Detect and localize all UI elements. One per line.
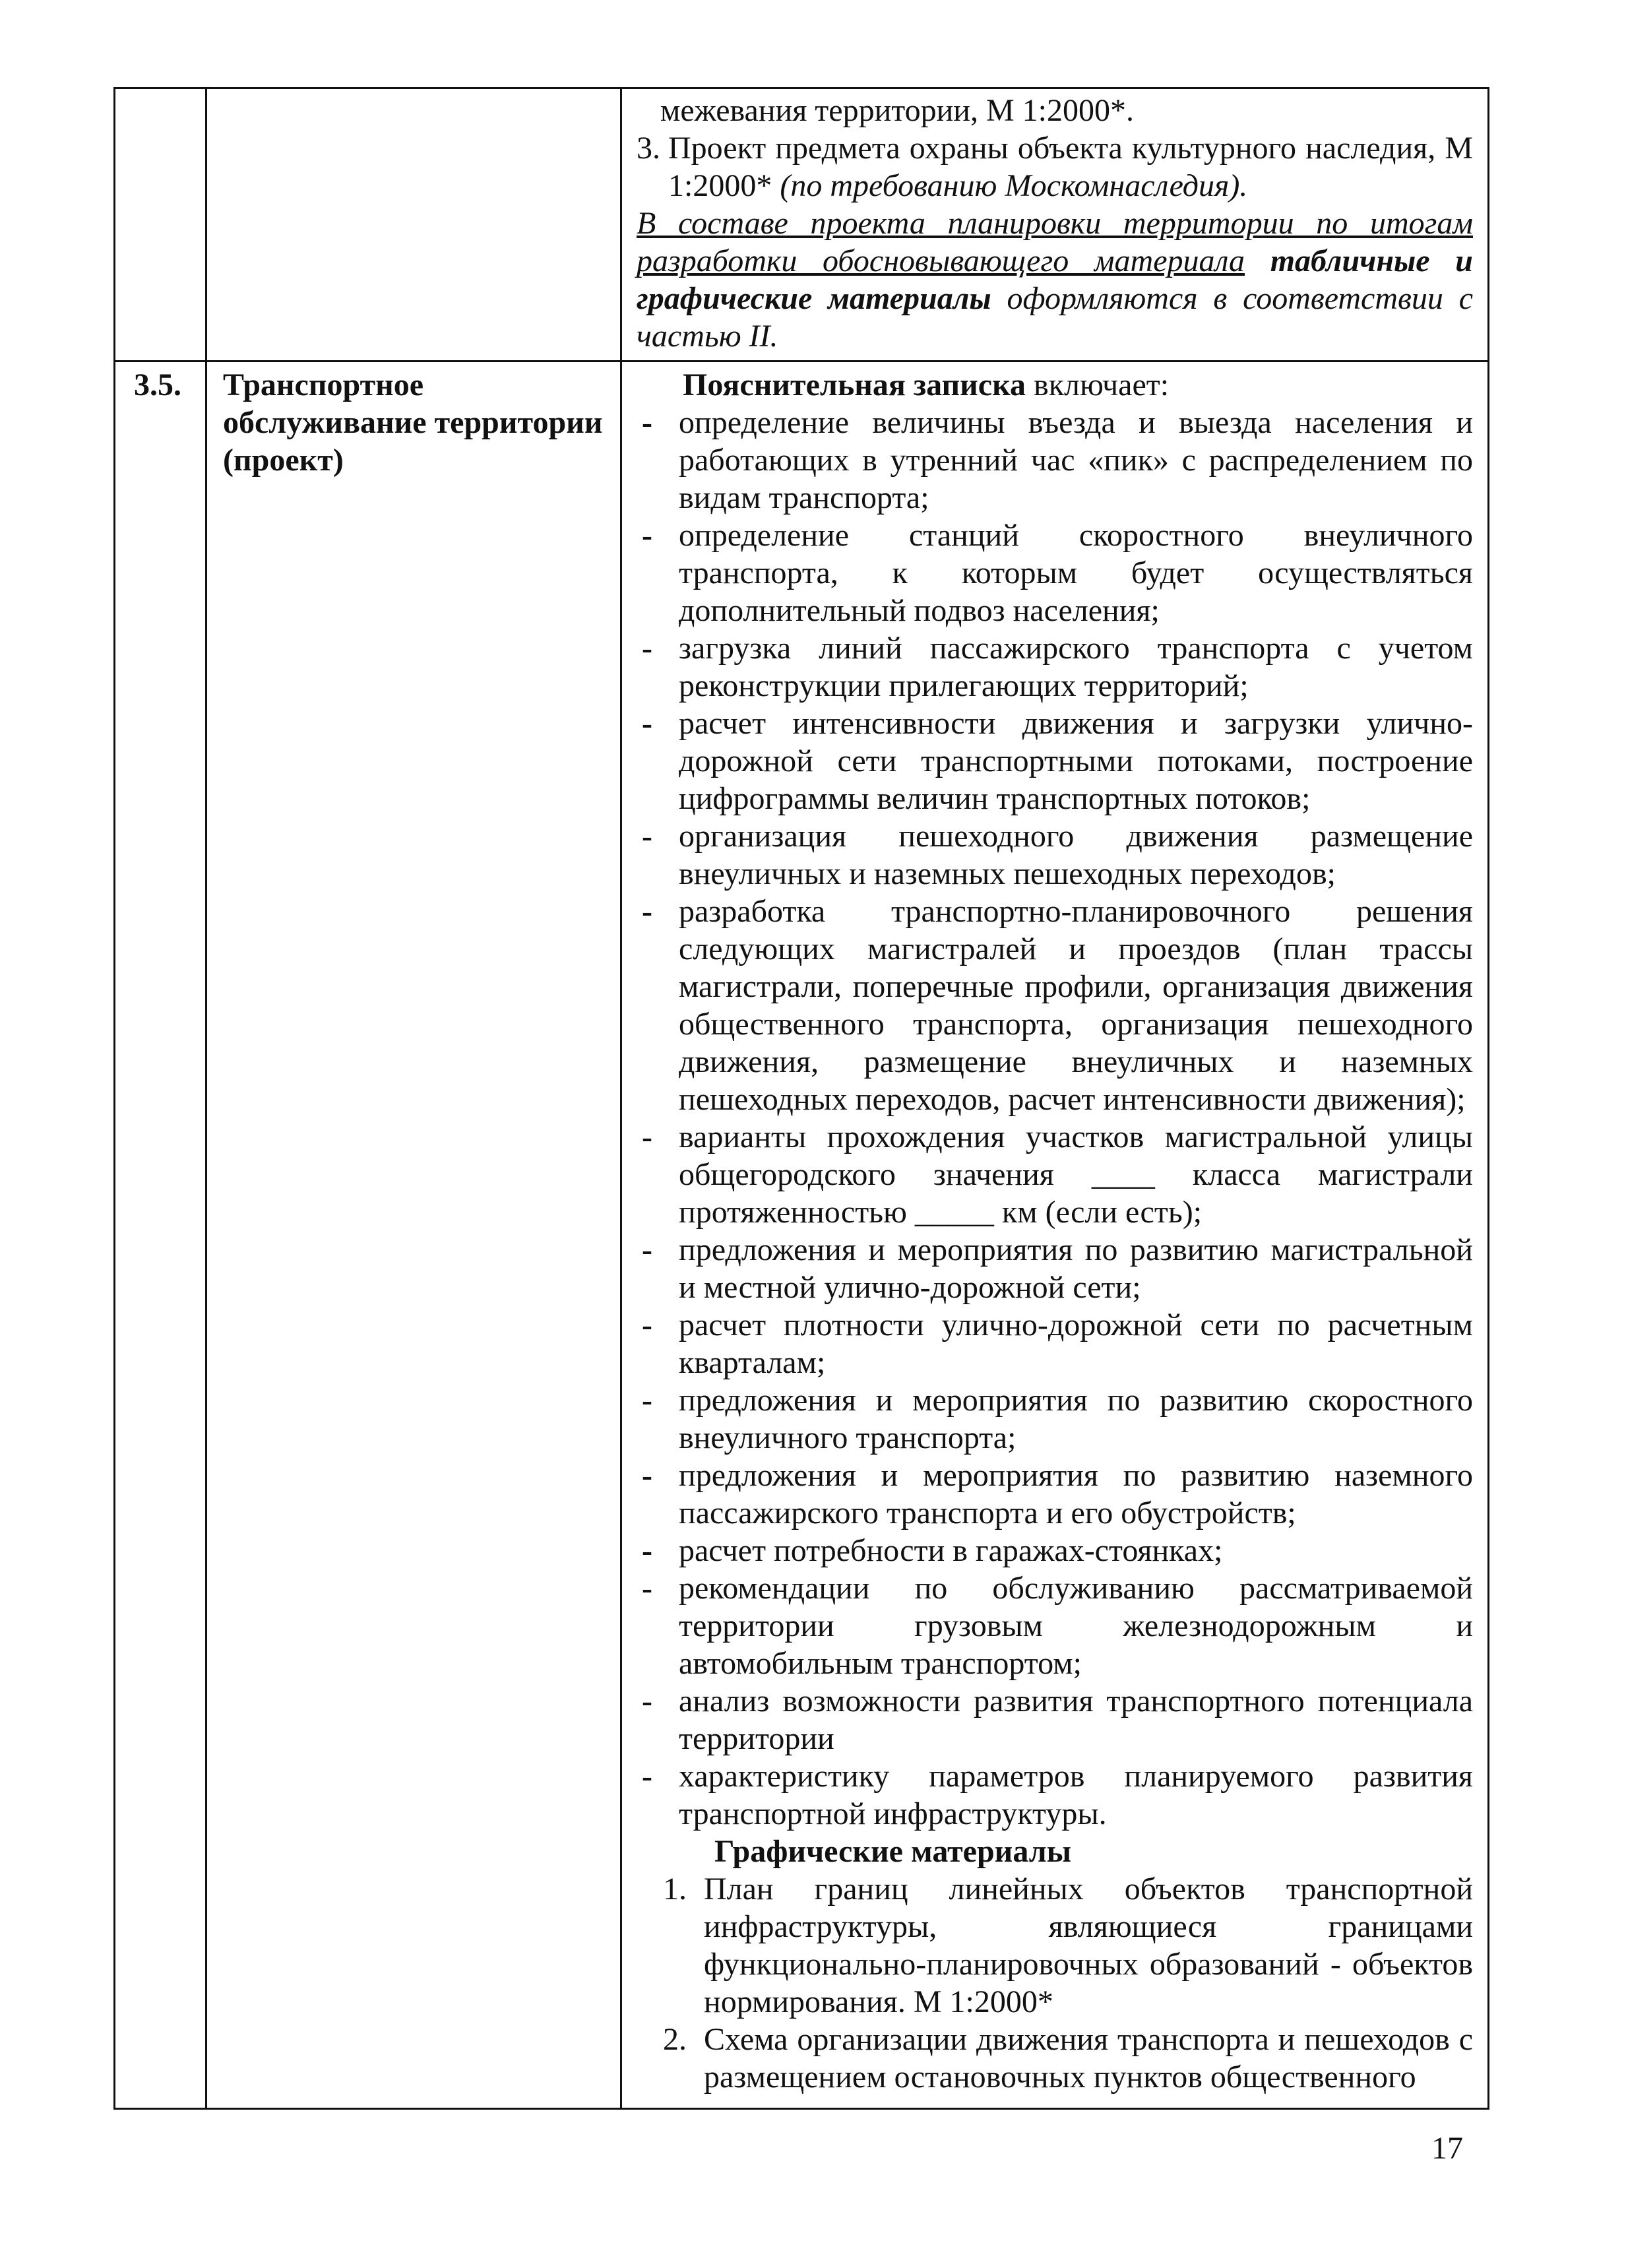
section-number: 3.5. (134, 367, 181, 402)
table-row-continued (115, 88, 1489, 362)
dash-bullet: - (642, 894, 652, 929)
dash-bullet: - (642, 1383, 652, 1418)
cell-number-empty (115, 88, 206, 362)
list-number: 2. (663, 2022, 687, 2057)
list-item-text: Схема организации движения транспорта и пешеходов с размещением остановочных пунктов общественного (704, 2022, 1473, 2095)
cell-title-empty (206, 88, 621, 362)
dash-bullet: - (642, 1759, 652, 1794)
list-item-text: разработка транспортно-планировочного решения следующих магистралей и проездов (план трассы магистрали, поперечные профили, организация движения общественного транспорта, организация пешеходного движения, размещение внеуличных и наземных пешеходных переходов, расчет интенсивности движения); (679, 894, 1473, 1117)
section-title: Транспортное обслуживание территории (проект) (223, 367, 603, 478)
list-item (637, 1306, 1473, 1381)
list-item-text: загрузка линий пассажирского транспорта с учетом реконструкции прилегающих территорий; (679, 631, 1473, 703)
dash-bullet: - (642, 706, 652, 741)
list-item (637, 1532, 1473, 1569)
list-item (637, 2021, 1473, 2096)
list-item-text: рекомендации по обслуживанию рассматриваемой территории грузовым железнодорожным и автомобильным транспортом; (679, 1571, 1473, 1681)
list-item-text: анализ возможности развития транспортного потенциала территории (679, 1684, 1473, 1756)
dash-bullet: - (642, 1684, 652, 1718)
list-number: 1. (663, 1872, 687, 1906)
list-item (637, 1682, 1473, 1757)
list-item-text: определение величины въезда и выезда населения и работающих в утренний час «пик» с распределением по видам транспорта; (679, 405, 1473, 515)
composition-note: В составе проекта планировки территории по итогам разработки обосновывающего материала табличные и графические материалы оформляются в соответствии с частью II. (637, 206, 1474, 354)
list-item (637, 1569, 1473, 1682)
graphic-materials-list (637, 1870, 1473, 2096)
list-item-text: расчет потребности в гаражах-стоянках; (679, 1533, 1223, 1568)
list-item-text: расчет интенсивности движения и загрузки улично-дорожной сети транспортными потоками, построение цифрограммы величин транспортных потоков; (679, 706, 1473, 816)
list-item-text: варианты прохождения участков магистральной улицы общегородского значения ____ класса магистрали протяженностью _____ км (если есть); (679, 1119, 1473, 1230)
dash-bullet: - (642, 819, 652, 854)
list-item (637, 1870, 1473, 2021)
dash-bullet: - (642, 1232, 652, 1267)
dash-bullet: - (642, 1571, 652, 1606)
explanatory-note-heading: Пояснительная записка включает: (683, 367, 1170, 402)
dash-bullet: - (642, 1307, 652, 1342)
list-item-text: предложения и мероприятия по развитию скоростного внеуличного транспорта; (679, 1383, 1473, 1455)
dash-bullet: - (642, 405, 652, 440)
graphic-materials-heading: Графические материалы (714, 1834, 1072, 1869)
list-item (637, 629, 1473, 705)
section-content-cell (621, 362, 1489, 2109)
list-item-text: предложения и мероприятия по развитию наземного пассажирского транспорта и его обустройств; (679, 1458, 1473, 1530)
list-item (637, 1118, 1473, 1231)
dash-bullet: - (642, 1119, 652, 1154)
list-item (637, 1757, 1473, 1833)
list-item (637, 517, 1473, 629)
dash-bullet: - (642, 1533, 652, 1568)
cell-content-continued (621, 88, 1489, 362)
dash-bullet: - (642, 1458, 652, 1493)
list-item (637, 705, 1473, 817)
list-item-text: расчет плотности улично-дорожной сети по расчетным кварталам; (679, 1307, 1473, 1380)
list-item: 3. Проект предмета охраны объекта культурного наследия, М 1:2000* (по требованию Москомнаследия). (637, 131, 1473, 203)
list-item-text: организация пешеходного движения размещение внеуличных и наземных пешеходных переходов; (679, 819, 1473, 891)
table-row-section (115, 362, 1489, 2109)
dash-bullet: - (642, 631, 652, 666)
list-item (637, 893, 1473, 1118)
explanatory-note-list (637, 404, 1473, 1833)
page-number: 17 (1431, 2131, 1463, 2166)
list-item-text: характеристику параметров планируемого развития транспортной инфраструктуры. (679, 1759, 1473, 1831)
list-item: межевания территории, М 1:2000*. (660, 93, 1135, 128)
section-title-cell (206, 362, 621, 2109)
list-item-text: План границ линейных объектов транспортной инфраструктуры, являющиеся границами функционально-планировочных образований - объектов нормирования. М 1:2000* (704, 1872, 1473, 2019)
list-item (637, 1231, 1473, 1306)
list-item-text: предложения и мероприятия по развитию магистральной и местной улично-дорожной сети; (679, 1232, 1473, 1305)
document-table (113, 87, 1489, 2110)
list-item (637, 404, 1473, 517)
list-item (637, 1381, 1473, 1457)
list-item (637, 817, 1473, 893)
list-item (637, 1457, 1473, 1532)
list-item-text: определение станций скоростного внеуличного транспорта, к которым будет осуществляться дополнительный подвоз населения; (679, 518, 1473, 628)
section-number-cell (115, 362, 206, 2109)
dash-bullet: - (642, 518, 652, 553)
